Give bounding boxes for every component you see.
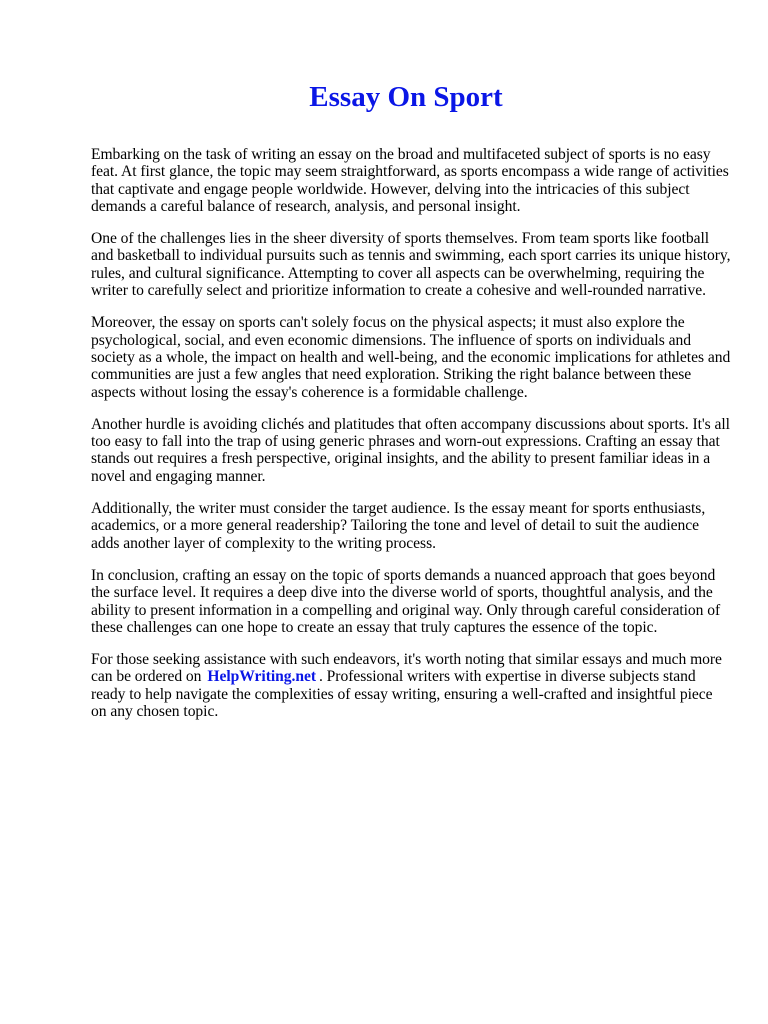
essay-body <box>91 146 731 735</box>
essay-title: Essay On Sport <box>309 81 503 113</box>
closing-text-before-link: For those seeking assistance with such endeavors, it's worth noting that similar essays and much more can be ordered on <box>91 651 722 686</box>
paragraph-closing <box>91 651 731 720</box>
paragraph-intro: Embarking on the task of writing an essay on the broad and multifaceted subject of sports is no easy feat. At first glance, the topic may seem straightforward, as sports encompass a wide range of activities that captivate and engage people worldwide. However, delving into the intricacies of this subject demands a careful balance of research, analysis, and personal insight. <box>91 146 729 215</box>
paragraph-audience: Additionally, the writer must consider the target audience. Is the essay meant for sports enthusiasts, academics, or a more general readership? Tailoring the tone and level of detail to suit the audience adds another layer of complexity to the writing process. <box>91 500 706 552</box>
paragraph-cliches: Another hurdle is avoiding clichés and platitudes that often accompany discussions about sports. It's all too easy to fall into the trap of using generic phrases and worn-out expressions. Crafting an essay that stands out requires a fresh perspective, original insights, and the ability to present familiar ideas in a novel and engaging manner. <box>91 415 730 485</box>
closing-text-after-link: . Professional writers with expertise in diverse subjects stand ready to help navigate the complexities of essay writing, ensuring a well-crafted and insightful piece on any chosen topic. <box>91 668 713 721</box>
paragraph-diversity: One of the challenges lies in the sheer diversity of sports themselves. From team sports like football and basketball to individual pursuits such as tennis and swimming, each sport carries its unique history, rules, and cultural significance. Attempting to cover all aspects can be overwhelming, requiring the writer to carefully select and prioritize information to create a cohesive and well-rounded narrative. <box>91 230 731 300</box>
paragraph-dimensions: Moreover, the essay on sports can't solely focus on the physical aspects; it must also explore the psychological, social, and even economic dimensions. The influence of sports on individuals and society as a whole, the impact on health and well-being, and the economic implications for athletes and communities are just a few angles that need exploration. Striking the right balance between these aspects without losing the essay's coherence is a formidable challenge. <box>91 314 731 401</box>
helpwriting-link[interactable]: HelpWriting.net <box>207 668 316 686</box>
paragraph-conclusion: In conclusion, crafting an essay on the topic of sports demands a nuanced approach that goes beyond the surface level. It requires a deep dive into the diverse world of sports, thoughtful analysis, and the ability to present information in a compelling and original way. Only through careful consideration of these challenges can one hope to create an essay that truly captures the essence of the topic. <box>91 566 721 636</box>
